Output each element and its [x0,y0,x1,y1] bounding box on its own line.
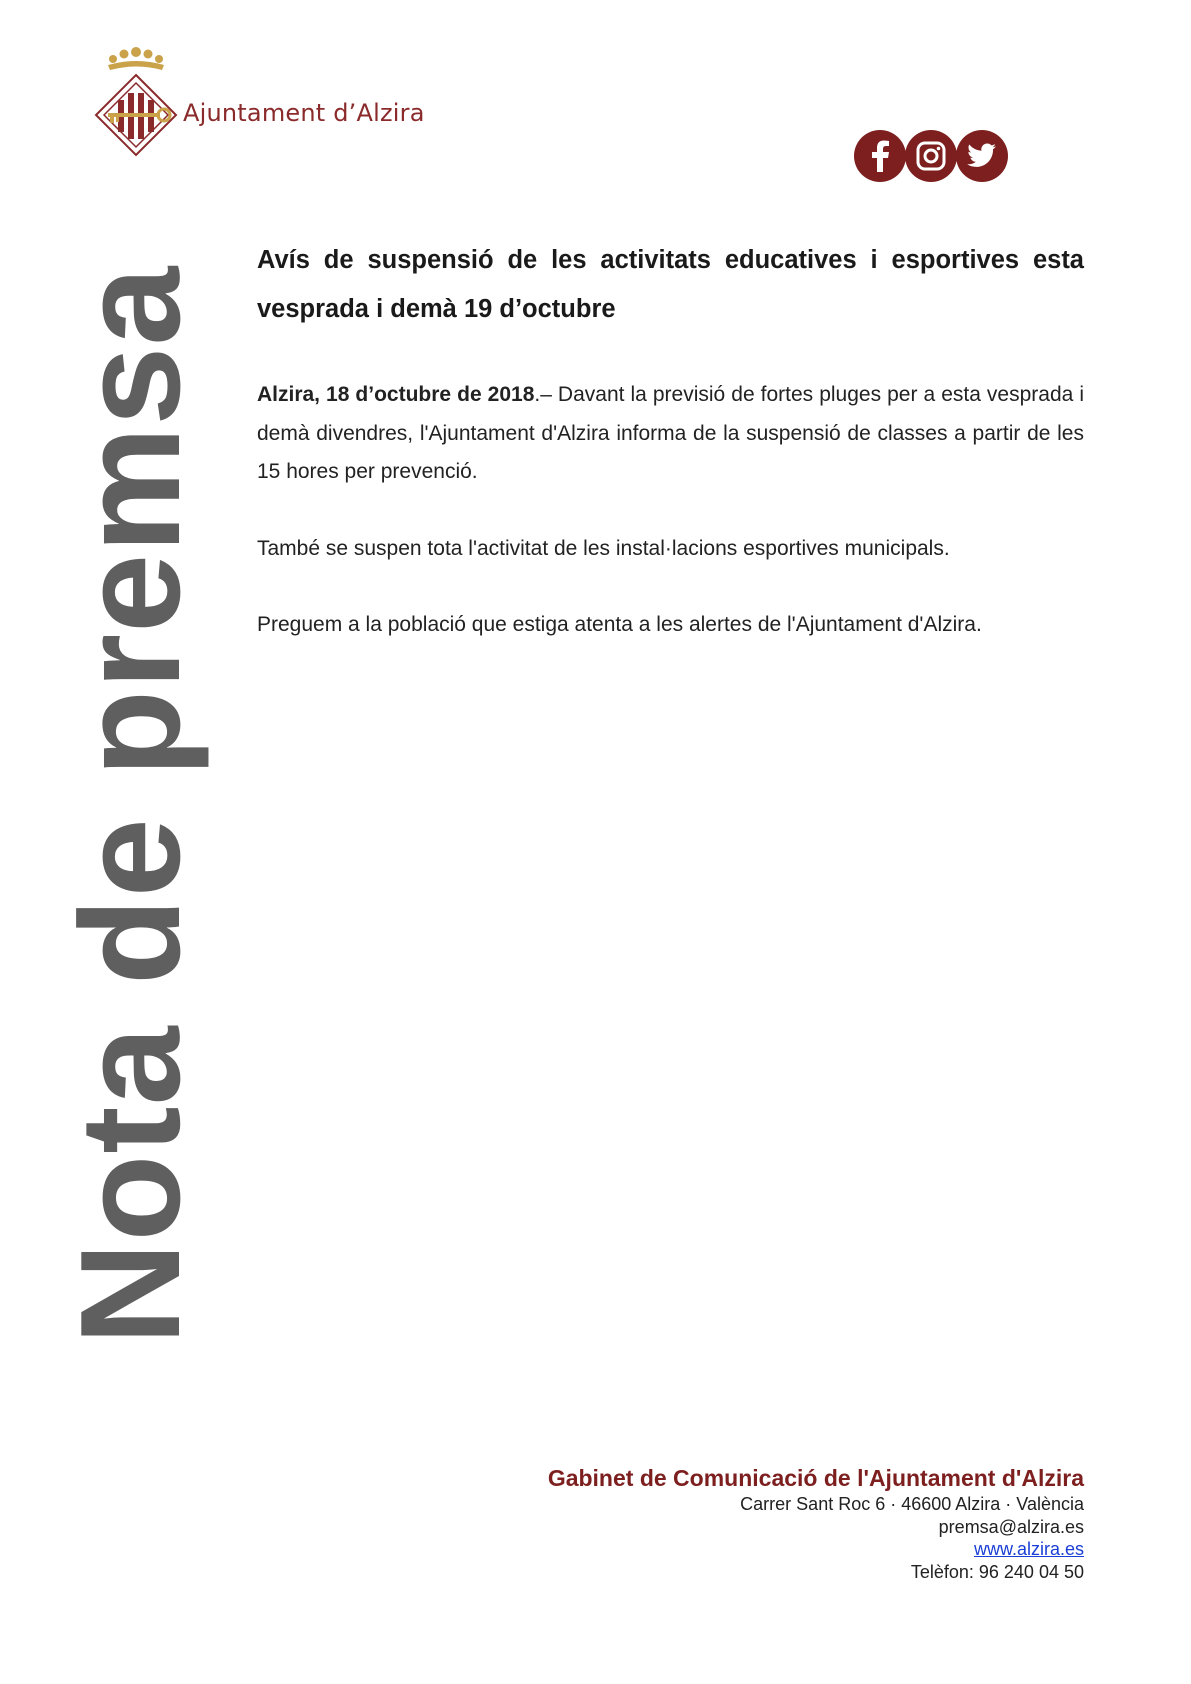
footer-address: Carrer Sant Roc 6 · 46600 Alzira · València [740,1494,1084,1514]
instagram-icon[interactable] [905,130,957,182]
footer-org: Gabinet de Comunicació de l'Ajuntament d'Alzira [547,1465,1084,1491]
org-name: Ajuntament d’Alzira [183,99,425,127]
footer [548,1463,1084,1583]
facebook-icon[interactable] [854,130,906,182]
side-label: Nota de premsa [51,265,210,1345]
social-links [854,130,1007,182]
lead-paragraph [257,376,1084,492]
footer-email: premsa@alzira.es [938,1516,1084,1537]
dateline: Alzira, 18 d’octubre de 2018 [257,383,535,406]
paragraph-3: Preguem a la població que estiga atenta a les alertes de l'Ajuntament d'Alzira. [257,613,982,636]
footer-website-link[interactable]: www.alzira.es [973,1539,1084,1559]
footer-phone: Telèfon: 96 240 04 50 [910,1561,1084,1582]
paragraph-2: També se suspen tota l'activitat de les instal·lacions esportives municipals. [257,537,950,560]
twitter-icon[interactable] [956,130,1008,182]
lead-text: .– Davant la previsió de fortes pluges per a esta vesprada i demà divendres, l'Ajuntament d'Alzira informa de la suspensió de classes a partir de les 15 hores per prevenció. [257,383,1084,483]
page-title: Avís de suspensió de les activitats educatives i esportives esta vesprada i demà 19 d’octubre [257,246,1084,323]
side-label-container [0,0,210,1360]
